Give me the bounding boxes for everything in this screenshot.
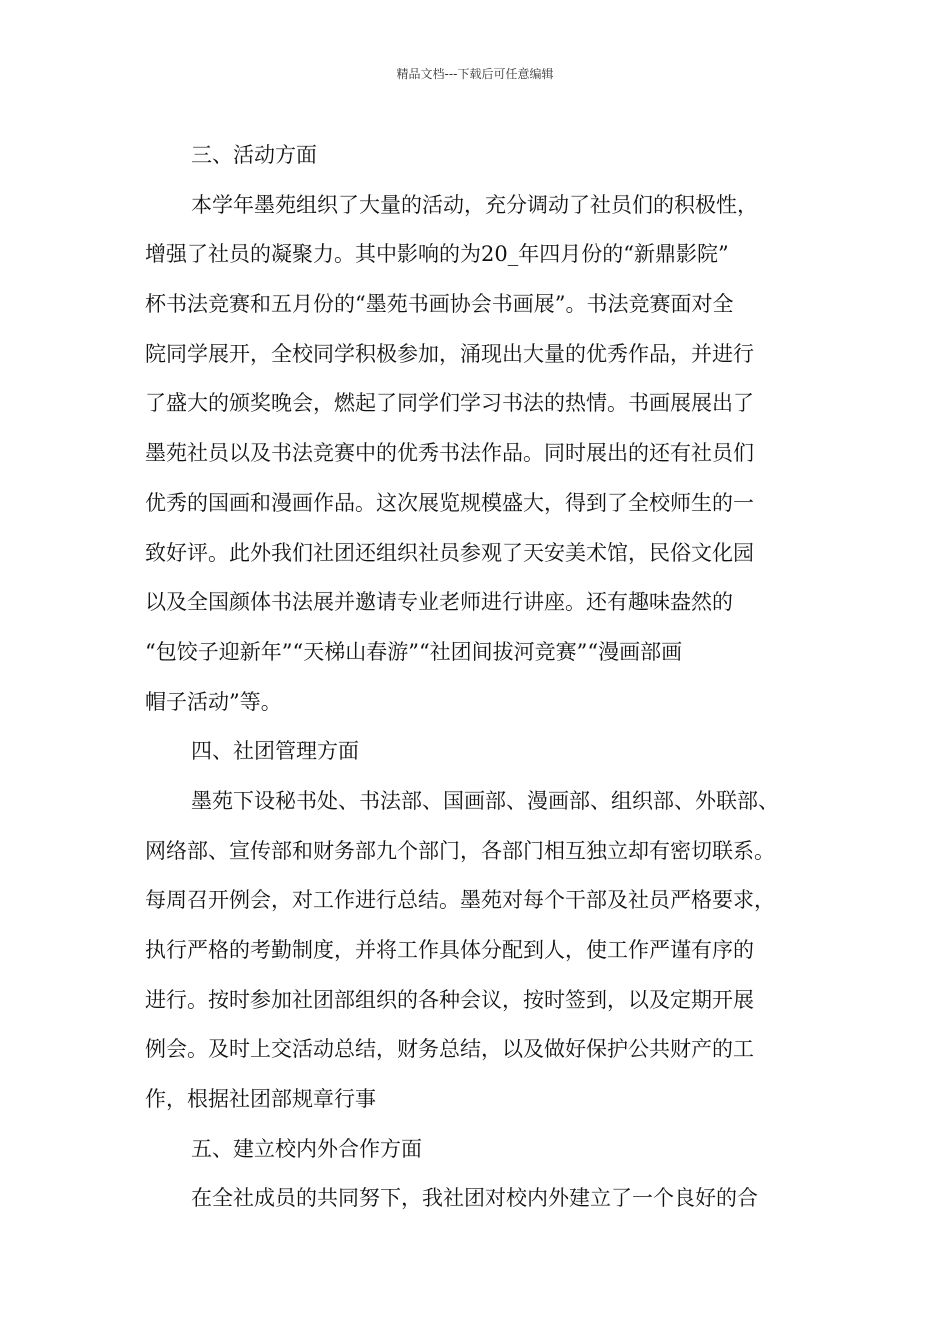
paragraph-line: 以及全国颜体书法展并邀请专业老师进行讲座。还有趣味盎然的	[145, 590, 733, 615]
paragraph-line: 进行。按时参加社团部组织的各种会议，按时签到，以及定期开展	[145, 987, 754, 1012]
page-header: 精品文档---下载后可任意编辑	[396, 67, 554, 81]
paragraph-line: 执行严格的考勤制度，并将工作具体分配到人，使工作严谨有序的	[145, 938, 754, 962]
paragraph-line: “包饺子迎新年”“天梯山春游”“社团间拔河竞赛”“漫画部画	[145, 639, 683, 664]
paragraph-line: 院同学展开，全校同学积极参加，涌现出大量的优秀作品，并进行	[145, 341, 754, 366]
paragraph-line: 墨苑下设秘书处、书法部、国画部、漫画部、组织部、外联部、	[191, 788, 779, 813]
paragraph-line: 增强了社员的凝聚力。其中影响的为20_年四月份的“新鼎影院”	[145, 242, 729, 267]
paragraph-line: 每周召开例会，对工作进行总结。墨苑对每个干部及社员严格要求，	[145, 888, 775, 913]
document-body	[145, 131, 805, 1224]
paragraph-line: 杯书法竞赛和五月份的“墨苑书画协会书画展”。书法竞赛面对全	[145, 292, 734, 317]
section-heading: 五、建立校内外合作方面	[191, 1136, 422, 1161]
paragraph-line: 作，根据社团部规章行事	[145, 1087, 376, 1112]
paragraph-line: 在全社成员的共同努下，我社团对校内外建立了一个良好的合	[191, 1186, 758, 1211]
paragraph-line: 例会。及时上交活动总结，财务总结，以及做好保护公共财产的工	[145, 1037, 754, 1062]
section-heading: 三、活动方面	[191, 143, 317, 167]
section-heading: 四、社团管理方面	[191, 739, 359, 764]
paragraph-line: 本学年墨苑组织了大量的活动，充分调动了社员们的积极性，	[191, 192, 758, 217]
paragraph-line: 墨苑社员以及书法竞赛中的优秀书法作品。同时展出的还有社员们	[145, 441, 754, 466]
paragraph-line: 帽子活动”等。	[145, 689, 282, 714]
paragraph-line: 致好评。此外我们社团还组织社员参观了天安美术馆，民俗文化园	[145, 540, 754, 565]
paragraph-line: 优秀的国画和漫画作品。这次展览规模盛大，得到了全校师生的一	[145, 490, 754, 515]
paragraph-line: 了盛大的颁奖晚会，燃起了同学们学习书法的热情。书画展展出了	[145, 391, 754, 416]
paragraph-line: 网络部、宣传部和财务部九个部门，各部门相互独立却有密切联系。	[145, 838, 775, 863]
